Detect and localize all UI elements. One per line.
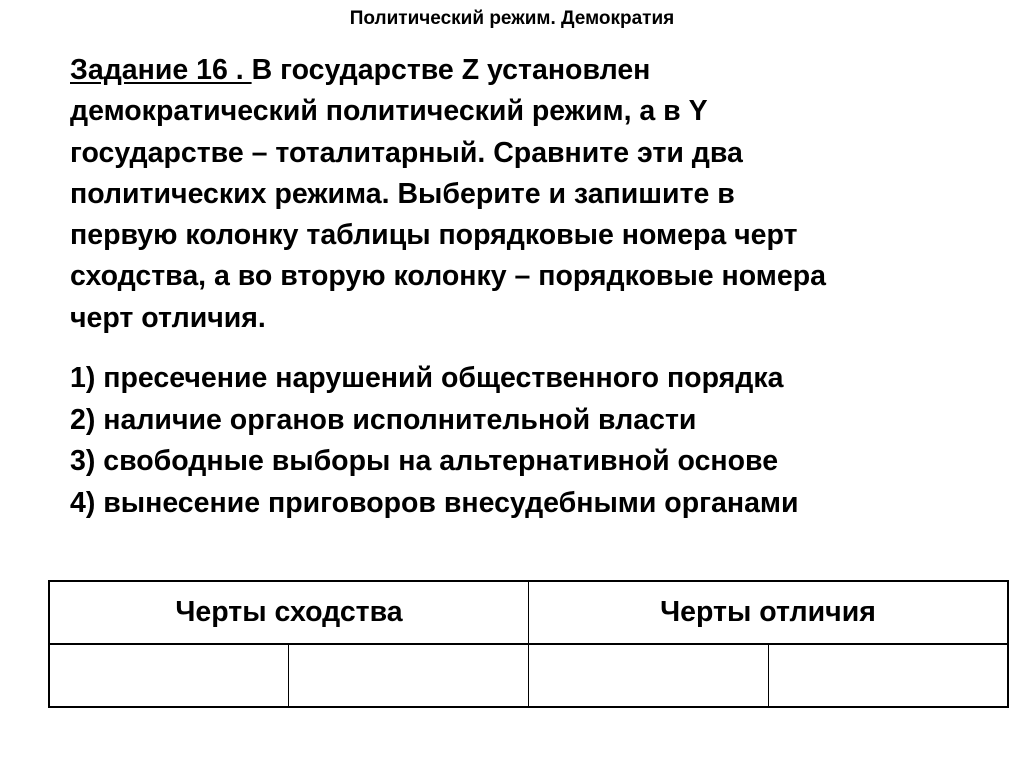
task-statement	[70, 50, 990, 339]
difference-answer-cell-2[interactable]	[768, 644, 1008, 707]
answer-table	[48, 580, 1009, 708]
header-similarities: Черты сходства	[49, 581, 529, 644]
option-item-2: 2) наличие органов исполнительной власти	[70, 403, 697, 436]
difference-answer-cell-1[interactable]	[529, 644, 769, 707]
option-item-3: 3) свободные выборы на альтернативной основе	[70, 445, 779, 478]
similarity-answer-cell-1[interactable]	[49, 644, 289, 707]
task-label: Задание 16 .	[70, 54, 252, 86]
answer-table-row	[49, 644, 1008, 707]
task-line-4: политических режима. Выберите и запишите в	[70, 177, 735, 210]
task-line-7: черт отличия.	[70, 301, 266, 334]
task-line-5: первую колонку таблицы порядковые номера черт	[70, 219, 798, 252]
task-line-1	[70, 50, 990, 91]
similarity-answer-cell-2[interactable]	[289, 644, 529, 707]
option-item-1: 1) пресечение нарушений общественного порядка	[70, 362, 784, 394]
task-line-2: демократический политический режим, а в Y	[70, 95, 708, 128]
task-line-1-text: В государстве Z установлен	[251, 54, 651, 86]
options-list	[70, 358, 990, 525]
option-item-4: 4) вынесение приговоров внесудебными органами	[70, 487, 799, 520]
task-line-6: сходства, а во вторую колонку – порядковые номера	[70, 260, 827, 293]
task-line-3: государстве – тоталитарный. Сравните эти два	[70, 136, 743, 169]
slide-title: Политический режим. Демократия	[349, 8, 675, 29]
header-differences: Черты отличия	[529, 581, 1009, 644]
answer-table-header-row	[49, 581, 1008, 644]
